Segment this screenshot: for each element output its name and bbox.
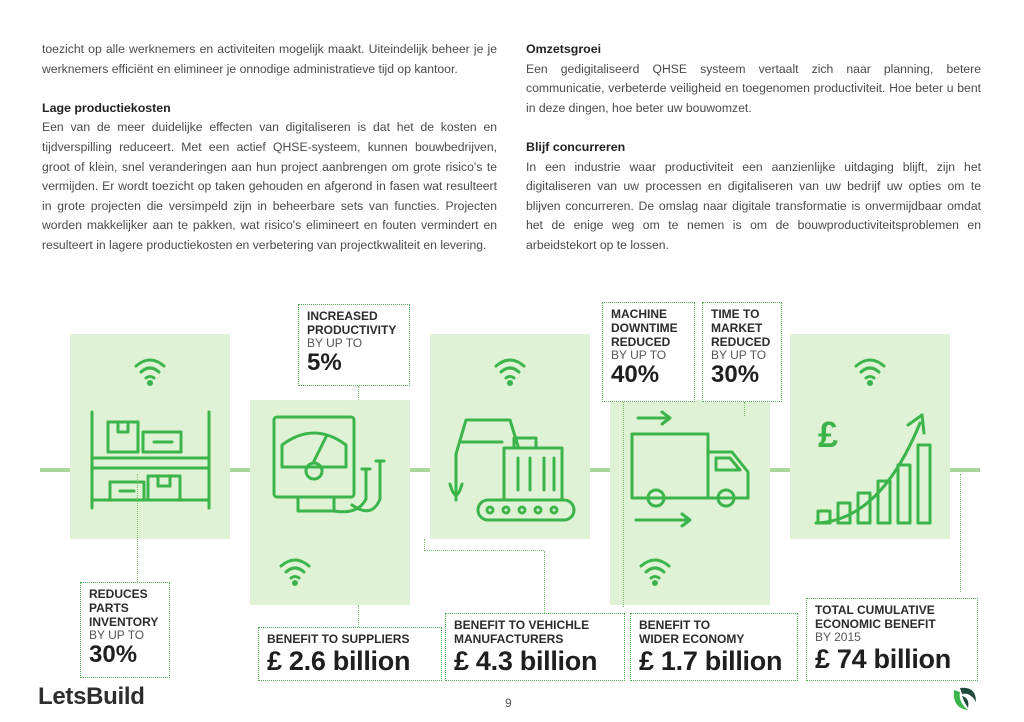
intro-paragraph: toezicht op alle werknemers en activiteiten mogelijk maakt. Uiteindelijk beheer je je werknemers efficiënt en elimineer je onnodige administratieve tijd op kantoor. [42, 42, 497, 76]
wifi-icon [275, 548, 315, 588]
letsbuild-logo: LetsBuild [38, 683, 145, 710]
stat-value: £ 2.6 billion [267, 646, 411, 676]
stat-time-to-market: TIME TO MARKET REDUCED BY UP TO 30% [702, 302, 782, 402]
wifi-icon [490, 348, 530, 388]
growth-chart-pound-icon [810, 405, 940, 530]
wifi-icon [850, 348, 890, 388]
leaf-logo-icon [948, 682, 980, 714]
stat-value: £ 4.3 billion [454, 646, 598, 676]
svg-text:£: £ [818, 414, 839, 455]
paragraph-blijf-concurreren: In een industrie waar productiviteit een aanzienlijke uitdaging blijft, zijn het digitaliseren van uw processen en digitaliseren van uw bedrijf uw opties om te blijven concurreren. De omslag naar digitale transformatie is onvermijdbaar omdat het de enige weg om te nemen is om de bouwproductiviteitsproblemen en arbeidstekort op te lossen. [526, 159, 981, 252]
gauge-meter-icon [268, 415, 393, 525]
stat-increased-productivity: INCREASED PRODUCTIVITY BY UP TO 5% [298, 304, 410, 386]
wifi-icon [130, 348, 170, 388]
stat-reduces-parts-inventory: REDUCES PARTS INVENTORY BY UP TO 30% [80, 582, 170, 678]
connector-line [358, 605, 359, 627]
connector-line [744, 402, 745, 416]
stat-benefit-wider-economy: BENEFIT TO WIDER ECONOMY £ 1.7 billion [630, 613, 798, 681]
page-number: 9 [505, 696, 512, 710]
left-text-column [42, 40, 497, 275]
wifi-icon [635, 548, 675, 588]
right-text-column [526, 40, 981, 275]
benefits-infographic [0, 290, 1024, 690]
connector-line [358, 386, 359, 400]
connector-line [960, 474, 961, 592]
stat-value: 40% [611, 361, 660, 388]
heading-lage-productiekosten: Lage productiekosten [42, 100, 171, 115]
heading-omzetsgroei: Omzetsgroei [526, 42, 602, 56]
connector-line [623, 402, 624, 607]
excavator-icon [448, 408, 576, 528]
paragraph-lage-productiekosten: Een van de meer duidelijke effecten van digitaliseren is dat het de kosten en tijdverspilling reduceert. Met een actief QHSE-systeem, kunnen bouwbedrijven, groot of klein, snel veranderingen aan hun project aanbrengen om grote risico's te vermijden. Er wordt toezicht op taken gehouden en afgerond in fasen wat resulteert in grote projecten die versimpeld zijn in beheerbare sets van functies. Projecten worden makkelijker aan te pakken, wat risico's elimineert en fouten vermindert en resulteert in lagere productiekosten en verbetering van projectkwaliteit en levering. [42, 120, 497, 252]
connector-line [424, 539, 544, 551]
paragraph-omzetsgroei: Een gedigitaliseerd QHSE systeem vertaalt zich naar planning, betere communicatie, verbeterde veiligheid en toegenomen productiviteit. Hoe beter u bent in deze dingen, hoe beter uw bouwomzet. [526, 61, 981, 115]
stat-value: 30% [711, 361, 760, 388]
delivery-truck-icon [628, 412, 756, 530]
stat-value: 5% [307, 349, 342, 376]
stat-total-cumulative-benefit: TOTAL CUMULATIVE ECONOMIC BENEFIT BY 2015 £ 74 billion [806, 598, 978, 681]
stat-benefit-vehicle-manufacturers: BENEFIT TO VEHICHLE MANUFACTURERS £ 4.3 billion [445, 613, 625, 681]
connector-line [137, 474, 138, 582]
heading-blijf-concurreren: Blijf concurreren [526, 139, 626, 154]
stat-value: 30% [89, 641, 138, 668]
stat-benefit-suppliers: BENEFIT TO SUPPLIERS £ 2.6 billion [258, 627, 442, 681]
stat-value: £ 74 billion [815, 644, 951, 674]
stat-value: £ 1.7 billion [639, 646, 783, 676]
connector-line [544, 551, 545, 613]
stat-machine-downtime: MACHINE DOWNTIME REDUCED BY UP TO 40% [602, 302, 695, 402]
warehouse-shelf-icon [88, 410, 213, 510]
